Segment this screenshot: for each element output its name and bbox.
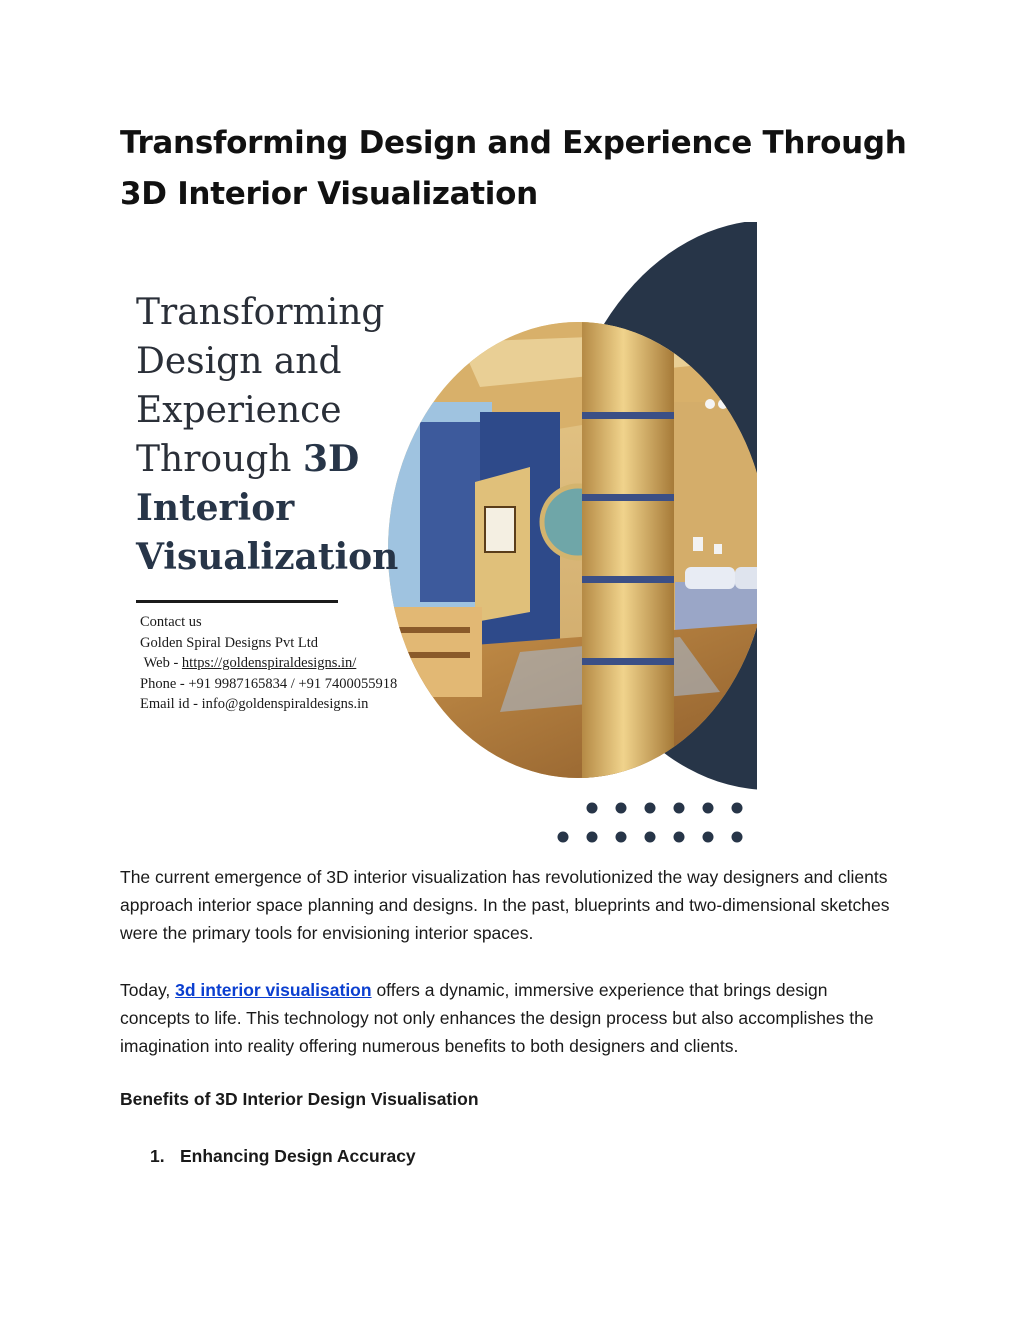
- company-name: Golden Spiral Designs Pvt Ltd: [140, 634, 319, 651]
- banner-title-line: Transforming: [136, 292, 385, 333]
- visualisation-link[interactable]: 3d interior visualisation: [175, 980, 372, 1000]
- banner-title-line: Through: [136, 439, 303, 480]
- room-illustration: [380, 312, 760, 792]
- phone-line: Phone - +91 9987165834 / +91 7400055918: [140, 675, 398, 692]
- banner-title-highlight: 3D: [302, 438, 360, 480]
- page-title: Transforming Design and Experience Through 3D Interior Visualization: [120, 125, 907, 212]
- list-item: [150, 1146, 416, 1167]
- banner-title: [136, 288, 399, 582]
- banner-title-line: Design and: [136, 341, 342, 382]
- contact-block: [140, 612, 410, 715]
- web-label: Web -: [143, 655, 182, 671]
- email-line: Email id - info@goldenspiraldesigns.in: [140, 696, 369, 712]
- list-number: 1.: [150, 1146, 165, 1166]
- list-item-text: Enhancing Design Accuracy: [180, 1146, 416, 1166]
- dot-pattern: [558, 803, 743, 843]
- banner-image: [120, 222, 760, 847]
- paragraph-text: Today,: [120, 980, 176, 1000]
- contact-heading: Contact us: [140, 614, 202, 630]
- intro-paragraph: The current emergence of 3D interior visualization has revolutionized the way designers and clients approach interior space planning and designs. In the past, blueprints and two-dimensional sketches were the primary tools for envisioning interior spaces.: [120, 867, 890, 943]
- web-url: https://goldenspiraldesigns.in/: [181, 655, 357, 671]
- banner-title-line: Experience: [136, 390, 342, 431]
- paragraph-text: offers a dynamic, immersive experience that brings design concepts to life. This technology not only enhances the design process but also accomplishes the imagination into reality offering numerous benefits to both designers and clients.: [120, 980, 874, 1056]
- today-paragraph: [120, 976, 900, 1060]
- web-line: [140, 653, 410, 674]
- banner-title-highlight: Interior: [136, 487, 295, 529]
- benefits-heading: Benefits of 3D Interior Design Visualisation: [120, 1089, 479, 1109]
- banner-title-highlight: Visualization: [136, 536, 399, 578]
- banner-divider: [136, 600, 338, 603]
